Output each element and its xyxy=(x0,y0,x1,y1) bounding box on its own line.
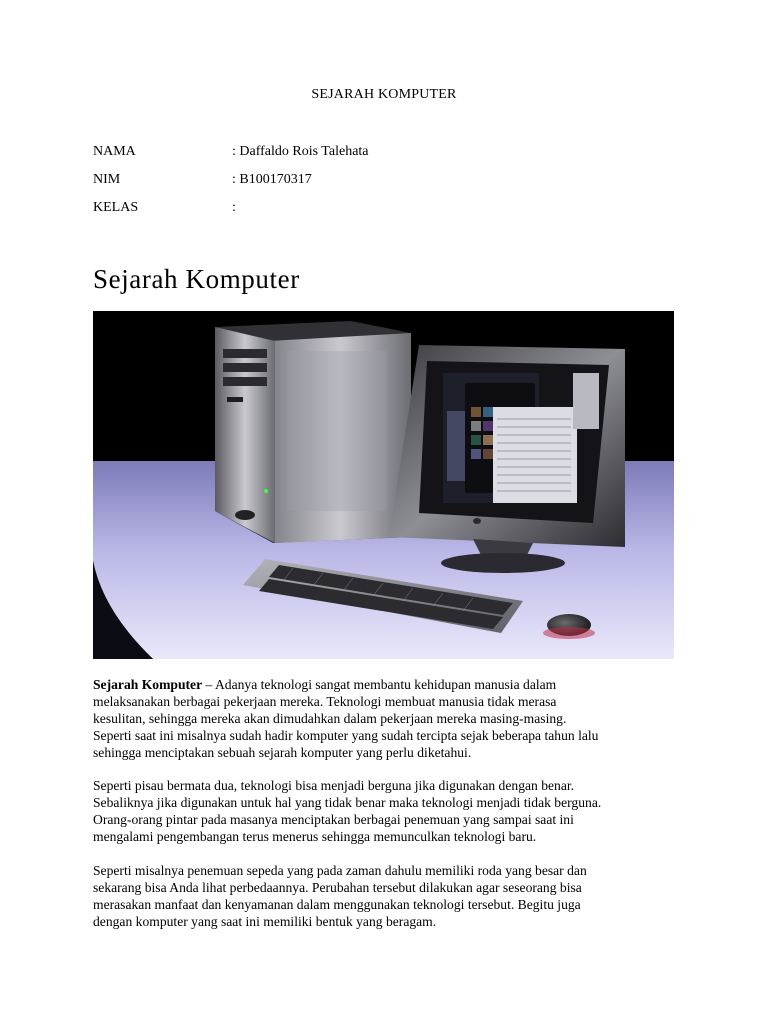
paragraph-line: Seperti saat ini misalnya sudah hadir komputer yang sudah tercipta sejak beberapa tahun lalu xyxy=(93,728,599,743)
paragraph-line: dengan komputer yang saat ini memiliki bentuk yang beragam. xyxy=(93,914,437,929)
info-row-nim xyxy=(93,171,312,189)
info-row-nama xyxy=(93,143,369,161)
paragraph-1 xyxy=(93,676,693,761)
section-heading: Sejarah Komputer xyxy=(93,264,300,294)
info-value: : B100170317 xyxy=(232,172,312,187)
paragraph-line: kesulitan, sehingga mereka akan dimudahkan dalam pekerjaan mereka masing-masing. xyxy=(93,711,567,726)
computer-icon xyxy=(93,311,674,659)
info-row-kelas xyxy=(93,199,236,217)
paragraph-line: melaksanakan berbagai pekerjaan mereka. Teknologi membuat manusia tidak merasa xyxy=(93,694,557,709)
computer-illustration xyxy=(93,311,674,659)
info-value: : xyxy=(232,200,236,215)
paragraph-line: Orang-orang pintar pada masanya menciptakan berbagai penemuan yang sampai saat ini xyxy=(93,812,574,827)
paragraph-line: mengalami pengembangan terus menerus sehingga memunculkan teknologi baru. xyxy=(93,829,537,844)
paragraph-line xyxy=(93,676,693,693)
info-label: KELAS xyxy=(93,200,139,215)
paragraph-line: Sebaliknya jika digunakan untuk hal yang tidak benar maka teknologi menjadi tidak berguna. xyxy=(93,795,602,810)
paragraph-line: Seperti pisau bermata dua, teknologi bisa menjadi berguna jika digunakan dengan benar. xyxy=(93,778,575,793)
paragraph-line: merasakan manfaat dan kenyamanan dalam menggunakan teknologi tersebut. Begitu juga xyxy=(93,897,581,912)
paragraph-line: sekarang bisa Anda lihat perbedaannya. Perubahan tersebut dilakukan agar seseorang bisa xyxy=(93,880,582,895)
paragraph-line: Seperti misalnya penemuan sepeda yang pada zaman dahulu memiliki roda yang besar dan xyxy=(93,863,587,878)
paragraph-line: sehingga menciptakan sebuah sejarah komputer yang perlu diketahui. xyxy=(93,745,472,760)
info-value: : Daffaldo Rois Talehata xyxy=(232,144,369,159)
paragraph-3 xyxy=(93,862,693,930)
info-label: NIM xyxy=(93,172,121,187)
document-title: SEJARAH KOMPUTER xyxy=(311,87,457,102)
paragraph-lead: Sejarah Komputer xyxy=(93,677,203,692)
paragraph-2 xyxy=(93,777,693,845)
paragraph-text: – Adanya teknologi sangat membantu kehidupan manusia dalam xyxy=(202,677,557,692)
info-label: NAMA xyxy=(93,144,136,159)
